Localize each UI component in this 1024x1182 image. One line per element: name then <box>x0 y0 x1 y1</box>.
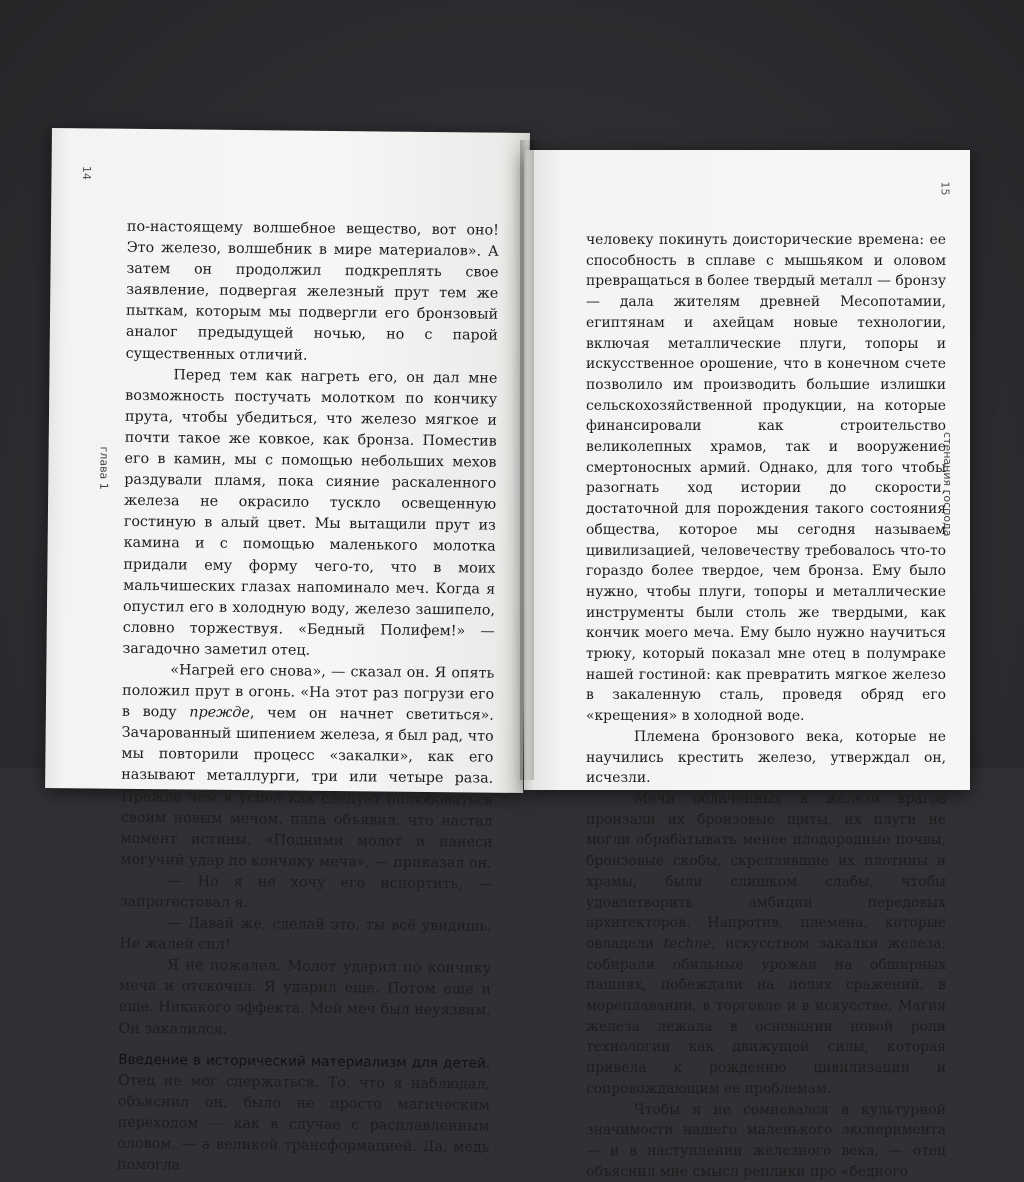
text-run: Мечи облаченных в железо врагов пронзали их бронзовые щиты, их плуги не могли обрабатывать менее плодородные почвы, бронзовые скобы, скреплявшие их плотины и храмы, были слишком слабы, чтобы удовлетворить амбиции передовых архитекторов. Напротив, племена, которые овладели <box>586 790 946 952</box>
paragraph: по-настоящему волшебное вещество, вот оно! Это железо, волшебник в мире материалов». А затем он продолжил подкреплять свое заявление, подвергая железный прут тем же пыткам, которым мы подвергли его бронзовый аналог предыдущей ночью, но с парой существенных отличий. <box>125 218 500 364</box>
paragraph: человеку покинуть доисторические времена: ее способность в сплаве с мышьяком и оловом превращаться в более твердый металл — бронзу — дала жителям древней Месопотамии, египтянам и ахейцам новые технологии, включая металлические плуги, топоры и искусственное орошение, что в конечном счете позволило им производить большие излишки сельскохозяйственной продукции, на которые финансировали как строительство великолепных храмов, так и вооружение смертоносных армий. Однако, для того чтобы разогнать ход истории до скорости, достаточной для порождения такого состояния общества, которое мы сегодня называем цивилизацией, человечеству требовалось что-то гораздо более твердое, чем бронза. Ему было нужно, чтобы плуги, топоры и металлические инструменты были столь же твердыми, как кончик моего меча. Ему было нужно научиться трюку, который показал мне отец в полумраке нашей гостиной: как превратить мягкое железо в закаленную сталь, проведя обряд его «крещения» в холодной воде. <box>586 232 946 725</box>
text-run: «Нагрей его снова», — сказал он. Я опять положил прут в огонь. «На этот раз погрузи его в воду <box>121 662 495 721</box>
paragraph: Племена бронзового века, которые не научились крестить железо, утверждал он, исчезли. <box>586 728 946 787</box>
section-subheading: Введение в исторический материализм для детей. <box>118 1051 491 1072</box>
left-page <box>45 128 530 1174</box>
left-running-head: глава 1 <box>97 446 111 490</box>
book-gutter <box>520 140 534 780</box>
paragraph <box>120 660 494 875</box>
right-page <box>524 150 970 1180</box>
paragraph: Чтобы я не сомневался в культурной значимости нашего маленького эксперимента — и в наступлении железного века, — отец объяснил мне смысл реплики про «бедного <box>586 1101 946 1180</box>
right-page-text <box>586 230 946 1182</box>
text-run: , искусством закалки железа, собирали обильные урожаи на обширных пашнях, побеждали на полях сражений, в мореплавании, в торговле и в искусстве. Магия железа лежала в основании новой роли технологии как движущей силы, которая привела к рождению цивилизации и сопровождающим ее проблемам. <box>586 935 947 1097</box>
emphasis-text: прежде <box>189 704 250 722</box>
left-page-text <box>117 217 499 1180</box>
left-page-number: 14 <box>79 165 94 180</box>
paragraph <box>117 1049 490 1179</box>
text-run: Отец не мог сдержаться. То, что я наблюдал, объяснил он, было не просто магическим переходом — как в случае с расплавленным оловом, — а великой трансформацией. Да, медь помогла <box>117 1072 491 1174</box>
emphasis-text: techne <box>663 935 712 952</box>
paragraph: Перед тем как нагреть его, он дал мне возможность постучать молотком по кончику прута, чтобы убедиться, что железо мягкое и почти такое же ковкое, как бронза. Поместив его в камин, мы с помощью небольших мехов раздували пламя, пока сияние раскаленного железа не окрасило тускло освещенную гостиную в алый цвет. Мы вытащили прут из камина и с помощью маленького молотка придали ему форму чего-то, что в моих мальчишеских глазах напоминало меч. Когда я опустил его в холодную воду, железо зашипело, словно торжествуя. «Бедный Полифем!» — загадочно заметил отец. <box>122 366 498 659</box>
paragraph: Я не пожалел. Молот ударил по кончику меча и отскочил. Я ударил еще. Потом еще и еще. Никакого эффекта. Мой меч был неуязвим. Он закалился. <box>118 957 492 1038</box>
dialog-line: — Давай же, сделай это, ты всё увидишь. Не жалей сил! <box>119 915 492 954</box>
right-page-number: 15 <box>938 181 952 196</box>
paragraph <box>586 789 946 1100</box>
text-run: , чем он начнет светиться». Зачарованный шипением железа, я был рад, что мы повторили процесс «закалки», как его называют металлурги, три или четыре раза. Прежде чем я успел как следует полюбоваться своим новым мечом, папа объявил, что настал момент истины. «Подними молот и нанеси могучий удар по кончику меча», — приказал он. <box>120 705 494 872</box>
right-running-head: стенания господа <box>941 432 954 537</box>
dialog-line: — Но я не хочу его испортить, — запротестовал я. <box>119 873 493 912</box>
